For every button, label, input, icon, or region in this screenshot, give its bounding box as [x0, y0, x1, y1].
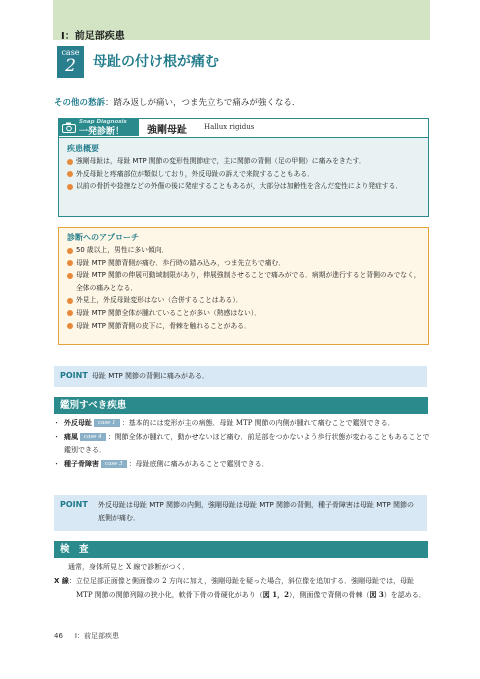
case-badge — [57, 46, 84, 78]
complaint-label: その他の愁訴 — [54, 98, 106, 108]
xray-text: ：立位足部正面像と側面像の 2 方向に加え，強剛母趾を疑った場合，斜位像を追加する．強剛母趾では，母趾 MTP 関節の関節列隙の狭小化，軟骨下骨の骨硬化があり（ — [68, 576, 415, 599]
list-item — [54, 458, 430, 472]
examination-text — [54, 561, 430, 603]
footer-chapter: Ⅰ：前足部疾患 — [74, 632, 119, 640]
snap-diagnosis-tag — [59, 119, 139, 136]
diff-text: ：母趾底側に痛みがあることで鑑別できる． — [128, 459, 269, 468]
case-title: 母趾の付け根が痛む — [93, 54, 219, 70]
overview-list — [67, 155, 422, 193]
point-box-1 — [54, 366, 427, 387]
list-item: 外反母趾と疼痛部位が類似しており，外反母趾の訴えで来院することもある． — [67, 168, 422, 181]
section-heading-differential: 鑑別すべき疾患 — [54, 397, 428, 414]
case-number: 2 — [65, 56, 76, 76]
list-item: 外見上，外反母趾変形はない（合併することはある）． — [67, 294, 422, 307]
list-item: 母趾 MTP 関節背側が痛む．歩行時の踏み込み，つま先立ちで痛む． — [67, 257, 422, 270]
xray-text: ）を認める． — [383, 591, 426, 599]
case-word: case — [61, 48, 80, 57]
list-item: 50 歳以上，男性に多い傾向． — [67, 244, 422, 257]
approach-title: 診断へのアプローチ — [67, 233, 139, 242]
list-item: 強剛母趾は，母趾 MTP 関節の変形性関節症で，主に関節の背側（足の甲側）に痛みをきたす． — [67, 155, 422, 168]
camera-icon — [62, 122, 76, 133]
page-footer — [54, 631, 119, 641]
figure-ref: 図 1，2 — [262, 590, 289, 599]
point-box-2 — [54, 495, 427, 531]
list-item — [54, 431, 430, 458]
section-heading-examination: 検 査 — [54, 541, 428, 558]
diff-text: ：関節全体が腫れて，動かせないほど痛む．前足部をつかないよう歩行状態が変わることもあることで鑑別できる． — [64, 432, 430, 454]
diff-text: ：基本的には変形が主の病態．母趾 MTP 関節の内側が腫れて痛むことで鑑別できる． — [121, 419, 395, 427]
complaint-text: ：踏み返しが痛い，つま先立ちで痛みが強くなる． — [105, 98, 301, 108]
diff-name: 痛風 — [64, 432, 78, 441]
case-link-chip[interactable]: case 1 — [94, 419, 120, 427]
point-label: POINT — [60, 371, 88, 380]
snap-diagnosis-english: Hallux rigidus — [204, 123, 255, 131]
snap-tag-sub: Snap Diagnosis — [79, 119, 127, 125]
list-item: 母趾 MTP 関節背側の皮下に，骨棘を触れることがある． — [67, 320, 422, 333]
exam-intro: 通常，身体所見と X 線で診断がつく． — [68, 563, 190, 571]
list-item: 母趾 MTP 関節の伸展可動域制限があり，伸展強制させることで痛みがでる．病期が進行すると背側のみでなく，全体の痛みとなる． — [67, 269, 422, 294]
disease-overview-box — [58, 138, 429, 217]
diff-name: 外反母趾 — [64, 419, 92, 427]
case-link-chip[interactable]: case 4 — [80, 433, 106, 441]
other-complaints — [54, 96, 300, 108]
list-item: 以前の骨折や捻挫などの外傷の後に発症することもあるが，大部分は加齢性を含んだ変性により発症する． — [67, 180, 422, 193]
snap-diagnosis-bar — [58, 118, 429, 138]
figure-ref: 図 3 — [369, 590, 384, 599]
differential-list — [54, 417, 430, 471]
chapter-title: Ⅰ：前足部疾患 — [61, 31, 125, 42]
overview-title: 疾患概要 — [67, 144, 99, 153]
list-item: 母趾 MTP 関節全体が腫れていることが多い（熱感はない）． — [67, 307, 422, 320]
xray-paragraph — [54, 575, 430, 603]
xray-text: ），側面像で背側の骨棘（ — [288, 591, 370, 599]
list-item — [54, 417, 430, 431]
case-link-chip[interactable]: case 3 — [101, 460, 127, 468]
approach-list — [67, 244, 422, 332]
page-number: 46 — [54, 632, 63, 640]
diagnostic-approach-box — [58, 227, 429, 345]
snap-tag-main: 一発診断！ — [79, 127, 125, 137]
snap-diagnosis-name: 強剛母趾 — [147, 125, 187, 136]
point-text: 母趾 MTP 関節の背側に痛みがある． — [92, 372, 209, 380]
diff-name: 種子骨障害 — [64, 459, 99, 468]
xray-label: X 線 — [54, 576, 69, 585]
point-label: POINT — [60, 500, 88, 509]
point-text: 外反母趾は母趾 MTP 関節の内側，強剛母趾は母趾 MTP 関節の背側，種子骨障害は母趾 MTP 関節の底側が痛む． — [98, 501, 414, 522]
